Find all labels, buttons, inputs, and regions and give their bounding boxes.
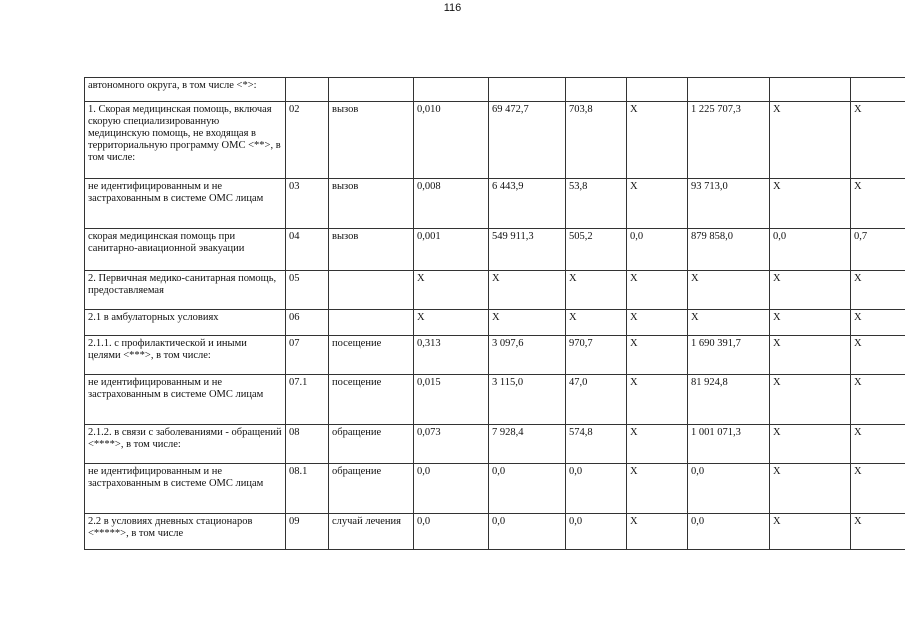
table-cell: 0,7 bbox=[851, 229, 905, 271]
table-cell: 0,0 bbox=[414, 514, 489, 550]
table-cell: X bbox=[770, 464, 851, 514]
table-cell: обращение bbox=[329, 425, 414, 464]
table-cell: X bbox=[627, 310, 688, 336]
table-cell: посещение bbox=[329, 375, 414, 425]
table-cell: 0,0 bbox=[566, 464, 627, 514]
table-cell: X bbox=[414, 310, 489, 336]
table-cell: X bbox=[770, 310, 851, 336]
table-cell: 0,0 bbox=[770, 229, 851, 271]
table-row bbox=[85, 229, 905, 271]
row-label-cell: автономного округа, в том числе <*>: bbox=[85, 78, 286, 102]
table-cell: 0,0 bbox=[489, 514, 566, 550]
table-row bbox=[85, 310, 905, 336]
table-cell: 04 bbox=[286, 229, 329, 271]
table-cell: X bbox=[627, 464, 688, 514]
table-cell: 703,8 bbox=[566, 102, 627, 179]
table-cell: X bbox=[770, 425, 851, 464]
table-row bbox=[85, 271, 905, 310]
table-cell: X bbox=[627, 336, 688, 375]
table-cell: X bbox=[770, 271, 851, 310]
row-label-cell: 2.1 в амбулаторных условиях bbox=[85, 310, 286, 336]
table-cell: 7 928,4 bbox=[489, 425, 566, 464]
table-cell: 549 911,3 bbox=[489, 229, 566, 271]
table-cell: 1 225 707,3 bbox=[688, 102, 770, 179]
table-cell: X bbox=[566, 271, 627, 310]
table-cell: X bbox=[851, 179, 905, 229]
table-row bbox=[85, 514, 905, 550]
table-cell: 505,2 bbox=[566, 229, 627, 271]
table-cell: вызов bbox=[329, 229, 414, 271]
row-label-cell: 2.1.2. в связи с заболеваниями - обращений <****>, в том числе: bbox=[85, 425, 286, 464]
table-cell bbox=[329, 78, 414, 102]
table-cell: X bbox=[414, 271, 489, 310]
table-cell: 0,0 bbox=[414, 464, 489, 514]
table-cell: X bbox=[489, 271, 566, 310]
table-cell: 0,001 bbox=[414, 229, 489, 271]
page-number: 116 bbox=[443, 2, 462, 14]
table-cell: 93 713,0 bbox=[688, 179, 770, 229]
table-cell: посещение bbox=[329, 336, 414, 375]
table-cell: X bbox=[851, 102, 905, 179]
table-cell: обращение bbox=[329, 464, 414, 514]
row-label-cell: 2.1.1. с профилактической и иными целями <***>, в том числе: bbox=[85, 336, 286, 375]
table-cell: X bbox=[851, 336, 905, 375]
table-row bbox=[85, 336, 905, 375]
table-row bbox=[85, 179, 905, 229]
row-label-cell: не идентифицированным и не застрахованным в системе ОМС лицам bbox=[85, 375, 286, 425]
table-cell: X bbox=[489, 310, 566, 336]
table-cell: 0,313 bbox=[414, 336, 489, 375]
table-cell: X bbox=[627, 102, 688, 179]
table-cell bbox=[688, 78, 770, 102]
table-cell: 07 bbox=[286, 336, 329, 375]
table-cell: вызов bbox=[329, 102, 414, 179]
row-label-cell: 1. Скорая медицинская помощь, включая скорую специализированную медицинскую помощь, не входящая в территориальную программу ОМС <**>, в том числе: bbox=[85, 102, 286, 179]
table-cell: 1 690 391,7 bbox=[688, 336, 770, 375]
table-cell: X bbox=[851, 375, 905, 425]
table-cell: 47,0 bbox=[566, 375, 627, 425]
table-row bbox=[85, 425, 905, 464]
table-cell: 879 858,0 bbox=[688, 229, 770, 271]
table-cell: X bbox=[851, 514, 905, 550]
table-cell: 09 bbox=[286, 514, 329, 550]
table-cell: 0,0 bbox=[688, 514, 770, 550]
table-cell: X bbox=[770, 375, 851, 425]
table-cell: 08.1 bbox=[286, 464, 329, 514]
row-label-cell: скорая медицинская помощь при санитарно-авиационной эвакуации bbox=[85, 229, 286, 271]
table-cell: 69 472,7 bbox=[489, 102, 566, 179]
table-cell: X bbox=[851, 425, 905, 464]
table-cell: 02 bbox=[286, 102, 329, 179]
table-cell: 03 bbox=[286, 179, 329, 229]
table-cell: вызов bbox=[329, 179, 414, 229]
table-cell: X bbox=[688, 310, 770, 336]
table-cell bbox=[329, 310, 414, 336]
table-cell: 574,8 bbox=[566, 425, 627, 464]
table-cell: X bbox=[566, 310, 627, 336]
row-label-cell: не идентифицированным и не застрахованным в системе ОМС лицам bbox=[85, 179, 286, 229]
table-cell: 0,0 bbox=[688, 464, 770, 514]
row-label-cell: 2. Первичная медико-санитарная помощь, предоставляемая bbox=[85, 271, 286, 310]
table-row bbox=[85, 102, 905, 179]
table-cell bbox=[414, 78, 489, 102]
table-cell: X bbox=[770, 336, 851, 375]
table-cell: X bbox=[627, 514, 688, 550]
table-cell: X bbox=[627, 425, 688, 464]
table-cell: 08 bbox=[286, 425, 329, 464]
table-cell: 970,7 bbox=[566, 336, 627, 375]
table-cell bbox=[851, 78, 905, 102]
table-cell: 0,0 bbox=[627, 229, 688, 271]
table-cell: X bbox=[851, 310, 905, 336]
table-cell: 07.1 bbox=[286, 375, 329, 425]
table-cell: 0,008 bbox=[414, 179, 489, 229]
table-cell bbox=[627, 78, 688, 102]
table-cell: 0,0 bbox=[566, 514, 627, 550]
table-cell: X bbox=[627, 271, 688, 310]
row-label-cell: не идентифицированным и не застрахованным в системе ОМС лицам bbox=[85, 464, 286, 514]
table-cell: X bbox=[770, 179, 851, 229]
row-label-cell: 2.2 в условиях дневных стационаров <*****>, в том числе bbox=[85, 514, 286, 550]
table-cell bbox=[566, 78, 627, 102]
table-cell: X bbox=[627, 179, 688, 229]
table-body bbox=[85, 78, 905, 550]
table-cell: X bbox=[770, 102, 851, 179]
table-cell: X bbox=[770, 514, 851, 550]
table-cell: X bbox=[627, 375, 688, 425]
table-cell: X bbox=[688, 271, 770, 310]
table-cell: случай лечения bbox=[329, 514, 414, 550]
table-row bbox=[85, 375, 905, 425]
table-cell: 6 443,9 bbox=[489, 179, 566, 229]
table-cell: 3 097,6 bbox=[489, 336, 566, 375]
table-cell: X bbox=[851, 464, 905, 514]
table-cell: 0,015 bbox=[414, 375, 489, 425]
table-cell: X bbox=[851, 271, 905, 310]
table-cell: 0,073 bbox=[414, 425, 489, 464]
table-cell: 05 bbox=[286, 271, 329, 310]
table-cell: 06 bbox=[286, 310, 329, 336]
table-cell bbox=[329, 271, 414, 310]
table-cell bbox=[770, 78, 851, 102]
data-table bbox=[84, 77, 905, 550]
table-cell: 81 924,8 bbox=[688, 375, 770, 425]
table-row bbox=[85, 464, 905, 514]
table-cell: 53,8 bbox=[566, 179, 627, 229]
table-row bbox=[85, 78, 905, 102]
table-cell: 3 115,0 bbox=[489, 375, 566, 425]
table-cell bbox=[286, 78, 329, 102]
table-cell: 1 001 071,3 bbox=[688, 425, 770, 464]
table-cell: 0,010 bbox=[414, 102, 489, 179]
table-cell bbox=[489, 78, 566, 102]
table-cell: 0,0 bbox=[489, 464, 566, 514]
